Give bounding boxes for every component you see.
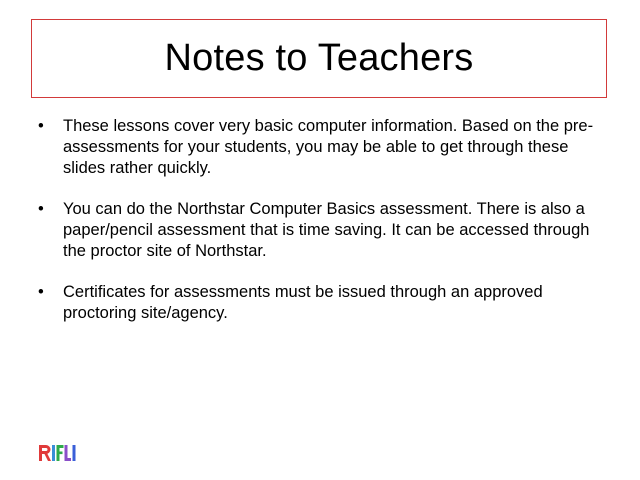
bullet-item [38, 282, 608, 324]
bullet-item [38, 199, 608, 262]
bullet-text: Certificates for assessments must be issued through an approved proctoring site/agency. [63, 283, 543, 322]
bullet-item [38, 116, 608, 179]
rifli-logo [38, 442, 80, 464]
bullet-text: These lessons cover very basic computer information. Based on the pre-assessments for your students, you may be able to get through these slides rather quickly. [63, 117, 594, 177]
bullet-marker: • [38, 117, 44, 135]
logo-letter-r [39, 445, 51, 461]
bullet-marker: • [38, 283, 44, 301]
logo-letter-i2 [73, 445, 76, 461]
logo-letter-i [52, 445, 55, 461]
title-box [31, 19, 607, 98]
slide-title: Notes to Teachers [164, 37, 474, 79]
logo-letter-l [65, 445, 72, 461]
bullet-list [38, 116, 608, 344]
bullet-marker: • [38, 200, 44, 218]
logo-letter-f [57, 445, 64, 461]
bullet-text: You can do the Northstar Computer Basics assessment. There is also a paper/pencil assessment that is time saving. It can be accessed through the proctor site of Northstar. [63, 200, 590, 260]
